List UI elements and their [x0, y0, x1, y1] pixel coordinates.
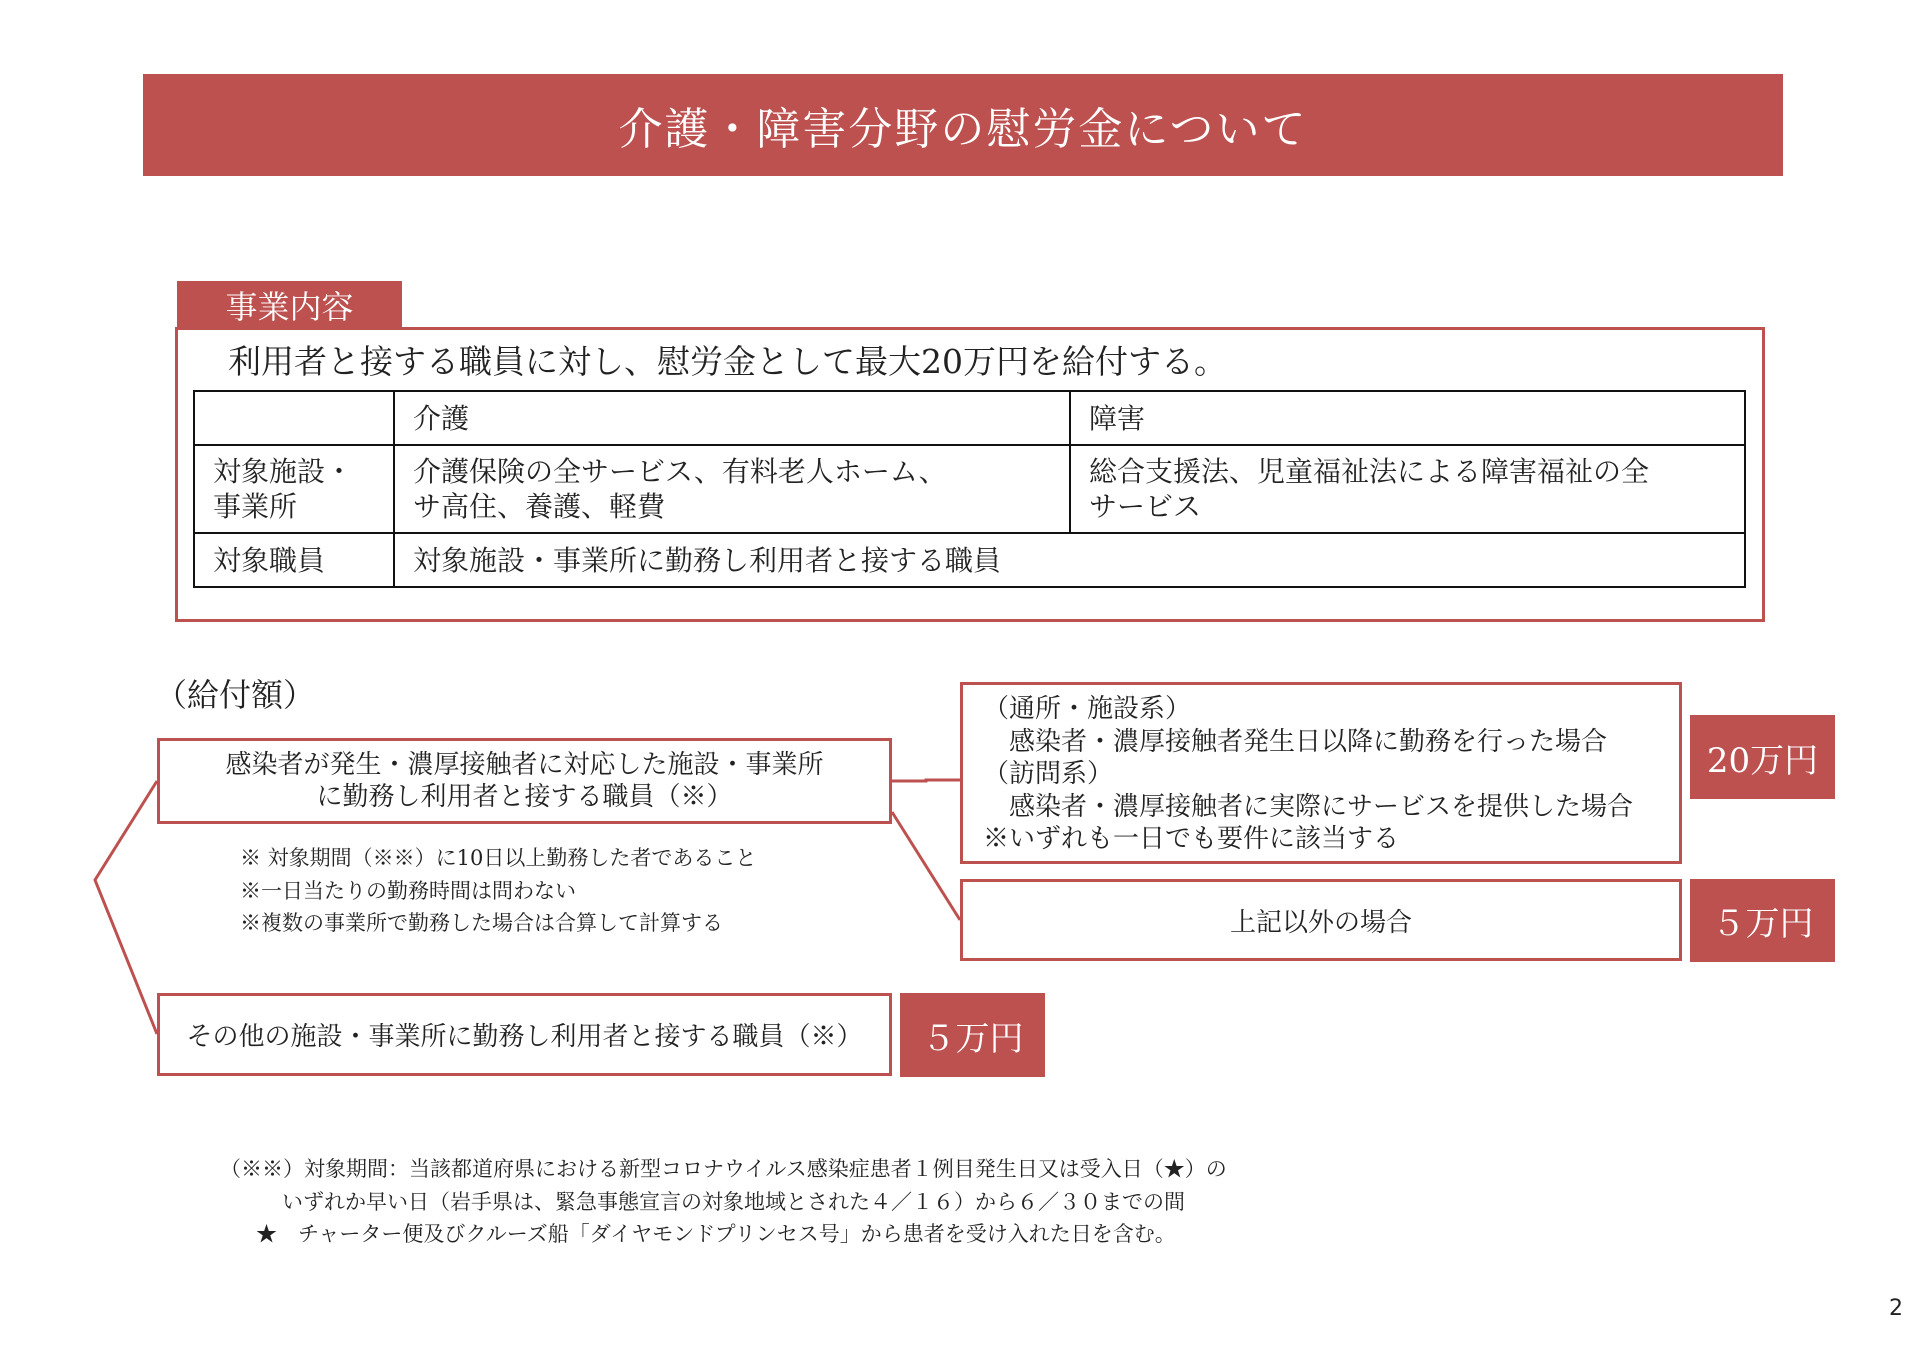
eligibility-notes [240, 842, 756, 940]
cell-line: 介護保険の全サービス、有料老人ホーム、 [413, 455, 947, 488]
amount-heading: （給付額） [155, 676, 316, 714]
table-header-cell: 障害 [1070, 391, 1745, 445]
amount-badge-20man: 20万円 [1690, 715, 1835, 799]
footnote-line: （※※）対象期間：当該都道府県における新型コロナウイルス感染症患者１例目発生日又は受入日（★）の [220, 1157, 1227, 1181]
condition-line: （訪問系） [983, 759, 1114, 789]
table-cell: 対象施設・事業所に勤務し利用者と接する職員 [394, 533, 1745, 587]
cell-line: 総合支援法、児童福祉法による障害福祉の全 [1089, 455, 1650, 488]
note-line: ※一日当たりの勤務時間は問わない [240, 878, 576, 903]
section-tab-label: 事業内容 [177, 281, 402, 329]
condition-line: （通所・施設系） [983, 694, 1192, 724]
condition-line: 感染者・濃厚接触者発生日以降に勤務を行った場合 [1009, 726, 1608, 757]
table-row-label: 対象職員 [194, 533, 394, 587]
box-line: に勤務し利用者と接する職員（※） [316, 782, 733, 812]
note-line: ※ 対象期間（※※）に10日以上勤務した者であること [240, 846, 757, 870]
box-line: 感染者が発生・濃厚接触者に対応した施設・事業所 [225, 749, 824, 780]
page-number: 2 [1889, 1296, 1903, 1321]
other-facility-staff-box: その他の施設・事業所に勤務し利用者と接する職員（※） [157, 993, 892, 1076]
table-header-cell: 介護 [394, 391, 1070, 445]
footnote-line: いずれか早い日（岩手県は、緊急事態宣言の対象地域とされた４／１６）から６／３０までの間 [282, 1189, 1185, 1214]
conditions-box [960, 682, 1682, 864]
label-line: 事業所 [213, 490, 298, 523]
infected-facility-staff-box [157, 738, 892, 824]
footnote-line: ★ チャーター便及びクルーズ船「ダイヤモンドプリンセス号」から患者を受け入れた日を含む。 [256, 1222, 1176, 1247]
amount-badge-other: ５万円 [900, 993, 1045, 1077]
note-line: ※複数の事業所で勤務した場合は合算して計算する [240, 911, 723, 936]
condition-line: 感染者・濃厚接触者に実際にサービスを提供した場合 [1009, 791, 1634, 822]
summary-text: 利用者と接する職員に対し、慰労金として最大20万円を給付する。 [228, 342, 1227, 381]
condition-line: ※いずれも一日でも要件に該当する [983, 824, 1400, 854]
label-line: 対象施設・ [213, 455, 354, 488]
footnotes [220, 1153, 1227, 1251]
page-title: 介護・障害分野の慰労金について [143, 74, 1783, 176]
amount-badge-else: ５万円 [1690, 879, 1835, 962]
else-case-box: 上記以外の場合 [960, 879, 1682, 961]
cell-line: サービス [1089, 490, 1202, 523]
cell-line: サ高住、養護、軽費 [413, 490, 666, 523]
